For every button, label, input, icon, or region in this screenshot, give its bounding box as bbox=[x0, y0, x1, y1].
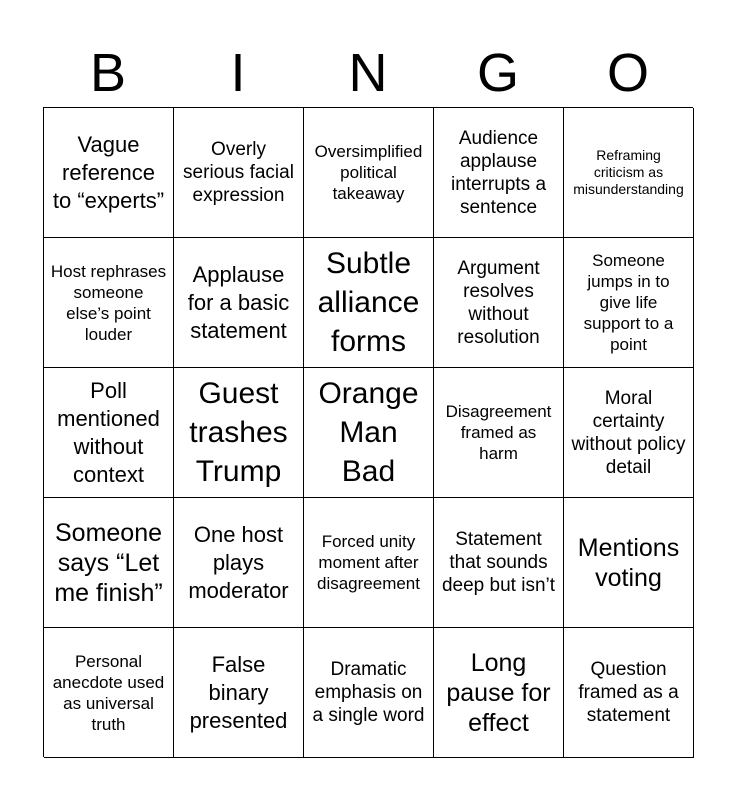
cell-text: Someone says “Let me finish” bbox=[54, 518, 163, 607]
cell-text: Overly serious facial expression bbox=[183, 139, 294, 206]
cell-text: Argument resolves without resolution bbox=[457, 257, 540, 348]
bingo-cell[interactable] bbox=[304, 238, 434, 368]
cell-text: Subtle alliance forms bbox=[317, 247, 420, 358]
bingo-cell[interactable] bbox=[304, 628, 434, 758]
cell-text: Orange Man Bad bbox=[318, 377, 419, 488]
cell-text: Question framed as a statement bbox=[578, 659, 679, 726]
cell-text: Forced unity moment after disagreement bbox=[316, 532, 420, 593]
bingo-cell[interactable] bbox=[174, 368, 304, 498]
bingo-cell[interactable] bbox=[174, 238, 304, 368]
header-letter-o: O bbox=[606, 43, 649, 103]
cell-text: Someone jumps in to give life support to a point bbox=[583, 251, 674, 354]
bingo-cell[interactable] bbox=[44, 238, 174, 368]
bingo-cell[interactable] bbox=[174, 498, 304, 628]
bingo-cell[interactable] bbox=[564, 368, 694, 498]
header-letter-n: N bbox=[348, 43, 388, 103]
bingo-cell[interactable] bbox=[564, 108, 694, 238]
bingo-cell[interactable] bbox=[174, 108, 304, 238]
cell-text: Statement that sounds deep but isn’t bbox=[441, 529, 556, 596]
bingo-cell[interactable] bbox=[44, 108, 174, 238]
bingo-cell[interactable] bbox=[304, 108, 434, 238]
cell-text: Vague reference to “experts” bbox=[52, 131, 165, 213]
cell-text: Guest trashes Trump bbox=[189, 377, 288, 488]
bingo-cell[interactable] bbox=[434, 368, 564, 498]
bingo-cell[interactable] bbox=[564, 498, 694, 628]
bingo-cell[interactable] bbox=[304, 498, 434, 628]
cell-text: False binary presented bbox=[189, 651, 288, 733]
bingo-cell[interactable] bbox=[44, 498, 174, 628]
cell-text: Dramatic emphasis on a single word bbox=[312, 659, 425, 726]
cell-text: Personal anecdote used as universal truth bbox=[52, 651, 165, 734]
cell-text: Applause for a basic statement bbox=[187, 261, 290, 343]
header-letter-g: G bbox=[476, 43, 519, 103]
bingo-cell[interactable] bbox=[434, 108, 564, 238]
bingo-cell[interactable] bbox=[434, 238, 564, 368]
cell-text: Disagreement framed as harm bbox=[445, 402, 552, 463]
cell-text: Audience applause interrupts a sentence bbox=[450, 127, 547, 218]
bingo-cell[interactable] bbox=[564, 628, 694, 758]
cell-text: Reframing criticism as misunderstanding bbox=[573, 147, 684, 197]
cell-text: One host plays moderator bbox=[188, 521, 289, 603]
bingo-card bbox=[43, 107, 693, 757]
bingo-cell[interactable] bbox=[304, 368, 434, 498]
cell-text: Long pause for effect bbox=[446, 648, 551, 737]
bingo-cell[interactable] bbox=[174, 628, 304, 758]
cell-text: Oversimplified political takeaway bbox=[314, 142, 423, 203]
cell-text: Moral certainty without policy detail bbox=[571, 387, 686, 478]
header-letter-b: B bbox=[89, 43, 127, 103]
bingo-cell[interactable] bbox=[564, 238, 694, 368]
cell-text: Poll mentioned without context bbox=[57, 377, 160, 487]
cell-text: Host rephrases someone else’s point louder bbox=[50, 261, 167, 344]
header-letter-i: I bbox=[230, 43, 246, 103]
cell-text: Mentions voting bbox=[577, 533, 680, 592]
bingo-cell[interactable] bbox=[434, 498, 564, 628]
bingo-cell[interactable] bbox=[44, 368, 174, 498]
bingo-header bbox=[43, 38, 693, 108]
bingo-cell[interactable] bbox=[44, 628, 174, 758]
bingo-cell[interactable] bbox=[434, 628, 564, 758]
